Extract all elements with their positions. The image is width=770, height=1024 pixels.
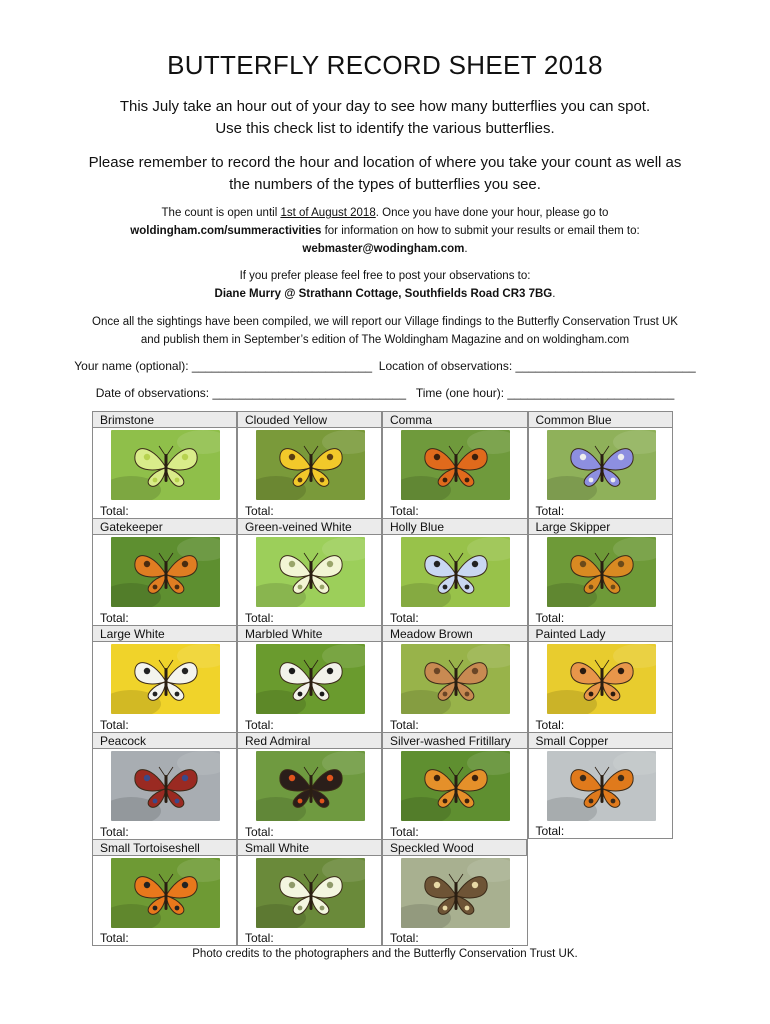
total-field-comma[interactable]: Total: bbox=[390, 504, 419, 518]
butterfly-name-comma: Comma bbox=[382, 411, 528, 428]
butterfly-name-peacock: Peacock bbox=[92, 732, 237, 749]
butterfly-name-clouded-yellow: Clouded Yellow bbox=[237, 411, 382, 428]
total-field-marbled-white[interactable]: Total: bbox=[245, 718, 274, 732]
total-field-speckled-wood[interactable]: Total: bbox=[390, 931, 419, 945]
butterfly-name-large-white: Large White bbox=[92, 625, 237, 642]
total-field-large-skipper[interactable]: Total: bbox=[535, 611, 565, 625]
intro-line-4: the numbers of the types of butterflies you see. bbox=[229, 176, 541, 193]
count-deadline: 1st of August 2018 bbox=[280, 207, 376, 219]
total-field-holly-blue[interactable]: Total: bbox=[390, 611, 419, 625]
total-field-small-white[interactable]: Total: bbox=[245, 931, 274, 945]
butterfly-cell-gatekeeper bbox=[92, 535, 237, 625]
butterfly-cell-small-white bbox=[237, 856, 382, 946]
butterfly-cell-clouded-yellow bbox=[237, 428, 382, 518]
butterfly-cell-peacock bbox=[92, 749, 237, 839]
total-field-painted-lady[interactable]: Total: bbox=[535, 718, 565, 732]
empty-cell bbox=[528, 856, 674, 946]
count-info bbox=[40, 204, 730, 258]
butterfly-cell-small-copper bbox=[528, 749, 674, 839]
butterfly-name-green-veined-white: Green-veined White bbox=[237, 518, 382, 535]
date-time-fields bbox=[0, 386, 770, 400]
email-address[interactable]: webmaster@wodingham.com bbox=[302, 243, 465, 255]
total-field-meadow-brown[interactable]: Total: bbox=[390, 718, 419, 732]
activities-link[interactable]: woldingham.com/summeractivities bbox=[130, 225, 322, 237]
butterfly-cell-meadow-brown bbox=[382, 642, 528, 732]
total-field-clouded-yellow[interactable]: Total: bbox=[245, 504, 274, 518]
butterfly-cell-large-white bbox=[92, 642, 237, 732]
post-info bbox=[40, 267, 730, 303]
time-field[interactable]: Time (one hour): _________________________ bbox=[415, 386, 675, 400]
total-field-silver-washed-fritillary[interactable]: Total: bbox=[390, 825, 419, 839]
post-info-line: If you prefer please feel free to post your observations to: bbox=[239, 270, 531, 282]
butterfly-name-painted-lady: Painted Lady bbox=[528, 625, 674, 642]
report-line-1: Once all the sightings have been compiled, we will report our Village findings to the Butterfly Conservation Trust UK bbox=[92, 316, 678, 328]
intro-line-3: Please remember to record the hour and location of where you take your count as well as bbox=[88, 154, 682, 171]
butterfly-cell-common-blue bbox=[528, 428, 674, 518]
butterfly-photo-painted-lady bbox=[547, 644, 656, 714]
butterfly-name-speckled-wood: Speckled Wood bbox=[382, 839, 527, 856]
butterfly-grid bbox=[92, 411, 673, 946]
butterfly-cell-red-admiral bbox=[237, 749, 382, 839]
total-field-small-tortoiseshell[interactable]: Total: bbox=[100, 931, 129, 945]
postal-address: Diane Murry @ Strathann Cottage, Southfields Road CR3 7BG bbox=[214, 288, 553, 300]
address-post: . bbox=[552, 288, 556, 300]
butterfly-name-holly-blue: Holly Blue bbox=[382, 518, 528, 535]
butterfly-cell-speckled-wood bbox=[382, 856, 528, 946]
butterfly-cell-holly-blue bbox=[382, 535, 528, 625]
butterfly-photo-large-white bbox=[111, 644, 220, 714]
butterfly-name-marbled-white: Marbled White bbox=[237, 625, 382, 642]
butterfly-name-red-admiral: Red Admiral bbox=[237, 732, 382, 749]
butterfly-photo-holly-blue bbox=[401, 537, 510, 607]
butterfly-name-meadow-brown: Meadow Brown bbox=[382, 625, 528, 642]
link-post-text: for information on how to submit your results or email them to: bbox=[321, 225, 640, 237]
butterfly-name-small-white: Small White bbox=[237, 839, 382, 856]
butterfly-cell-small-tortoiseshell bbox=[92, 856, 237, 946]
butterfly-photo-green-veined-white bbox=[256, 537, 365, 607]
butterfly-name-brimstone: Brimstone bbox=[92, 411, 237, 428]
butterfly-photo-small-tortoiseshell bbox=[111, 858, 220, 928]
intro-line-2: Use this check list to identify the various butterflies. bbox=[215, 120, 555, 137]
butterfly-photo-large-skipper bbox=[547, 537, 656, 607]
butterfly-name-small-copper: Small Copper bbox=[528, 732, 674, 749]
name-field[interactable]: Your name (optional): ___________________________ bbox=[74, 359, 373, 373]
butterfly-cell-brimstone bbox=[92, 428, 237, 518]
butterfly-name-gatekeeper: Gatekeeper bbox=[92, 518, 237, 535]
total-field-common-blue[interactable]: Total: bbox=[535, 504, 565, 518]
butterfly-name-common-blue: Common Blue bbox=[528, 411, 674, 428]
email-post: . bbox=[464, 243, 468, 255]
total-field-peacock[interactable]: Total: bbox=[100, 825, 129, 839]
total-field-small-copper[interactable]: Total: bbox=[535, 824, 565, 838]
empty-cell bbox=[528, 839, 673, 856]
butterfly-cell-green-veined-white bbox=[237, 535, 382, 625]
total-field-green-veined-white[interactable]: Total: bbox=[245, 611, 274, 625]
butterfly-photo-comma bbox=[401, 430, 510, 500]
count-info-post: . Once you have done your hour, please go to bbox=[375, 207, 609, 219]
count-info-pre: The count is open until bbox=[161, 207, 281, 219]
butterfly-photo-brimstone bbox=[111, 430, 220, 500]
report-info bbox=[40, 313, 730, 349]
date-field[interactable]: Date of observations: _____________________________ bbox=[95, 386, 407, 400]
butterfly-name-small-tortoiseshell: Small Tortoiseshell bbox=[92, 839, 237, 856]
intro-line-1: This July take an hour out of your day to see how many butterflies you can spot. bbox=[119, 98, 651, 115]
butterfly-photo-common-blue bbox=[547, 430, 656, 500]
total-field-brimstone[interactable]: Total: bbox=[100, 504, 129, 518]
total-field-red-admiral[interactable]: Total: bbox=[245, 825, 274, 839]
butterfly-photo-gatekeeper bbox=[111, 537, 220, 607]
butterfly-cell-silver-washed-fritillary bbox=[382, 749, 528, 839]
butterfly-name-large-skipper: Large Skipper bbox=[528, 518, 674, 535]
report-line-2: and publish them in September’s edition of The Woldingham Magazine and on woldingham.com bbox=[140, 334, 630, 346]
butterfly-photo-clouded-yellow bbox=[256, 430, 365, 500]
butterfly-cell-large-skipper bbox=[528, 535, 674, 625]
butterfly-photo-small-copper bbox=[547, 751, 656, 821]
butterfly-photo-marbled-white bbox=[256, 644, 365, 714]
butterfly-cell-marbled-white bbox=[237, 642, 382, 732]
intro-block-1 bbox=[40, 96, 730, 140]
butterfly-photo-peacock bbox=[111, 751, 220, 821]
location-field[interactable]: Location of observations: ___________________________ bbox=[378, 359, 696, 373]
butterfly-cell-painted-lady bbox=[528, 642, 674, 732]
butterfly-photo-red-admiral bbox=[256, 751, 365, 821]
total-field-large-white[interactable]: Total: bbox=[100, 718, 129, 732]
butterfly-cell-comma bbox=[382, 428, 528, 518]
butterfly-photo-silver-washed-fritillary bbox=[401, 751, 510, 821]
intro-block-2 bbox=[40, 152, 730, 196]
page-title: BUTTERFLY RECORD SHEET 2018 bbox=[167, 50, 603, 80]
name-location-fields bbox=[0, 359, 770, 373]
butterfly-name-silver-washed-fritillary: Silver-washed Fritillary bbox=[382, 732, 528, 749]
butterfly-photo-small-white bbox=[256, 858, 365, 928]
total-field-gatekeeper[interactable]: Total: bbox=[100, 611, 129, 625]
photo-credits: Photo credits to the photographers and the Butterfly Conservation Trust UK. bbox=[192, 948, 578, 960]
butterfly-photo-meadow-brown bbox=[401, 644, 510, 714]
butterfly-photo-speckled-wood bbox=[401, 858, 510, 928]
